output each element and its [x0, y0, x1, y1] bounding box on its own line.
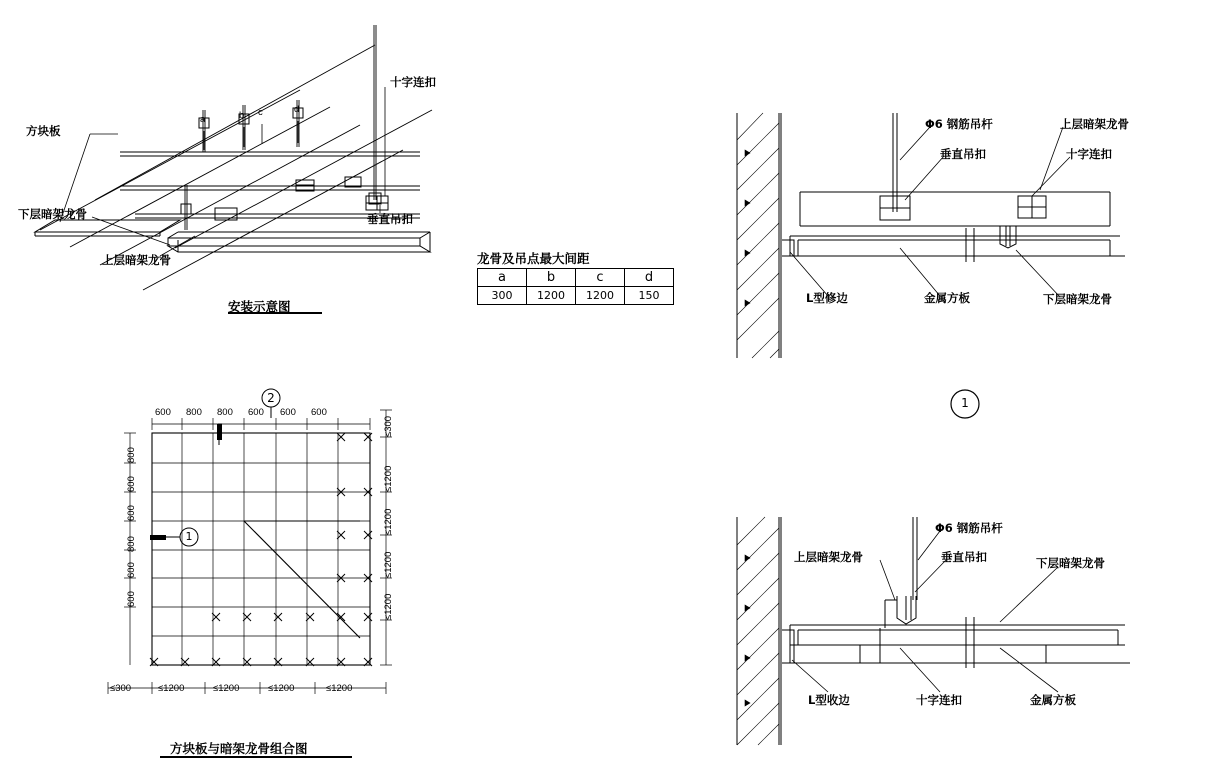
plan-dim-bottom-2: ≤1200	[158, 683, 185, 694]
plan-dim-top-4: 600	[248, 407, 264, 418]
plan-dim-top-6: 600	[311, 407, 327, 418]
plan-dim-top-1: 600	[155, 407, 171, 418]
plan-dim-top-5: 600	[280, 407, 296, 418]
plan-dim-right-1: ≤300	[383, 415, 394, 437]
detail1-label-cross-clip: 十字连扣	[1066, 147, 1112, 161]
detail2-label-l-trim: L型收边	[808, 693, 850, 707]
plan-dim-left-1: 800	[126, 447, 137, 463]
table-cell-c: 1200	[576, 287, 625, 305]
plan-dim-left-2: 600	[126, 476, 137, 492]
iso-label-square-panel: 方块板	[26, 124, 61, 138]
table-header-a: a	[478, 269, 527, 287]
detail1-label-metal-panel: 金属方板	[924, 291, 970, 305]
detail1-label-hanger-rod: Φ6 钢筋吊杆	[925, 117, 993, 131]
plan-dim-right-4: ≤1200	[383, 551, 394, 578]
detail2-label-vertical-clip: 垂直吊扣	[941, 550, 987, 564]
table-row	[478, 287, 674, 305]
detail2-label-metal-panel: 金属方板	[1030, 693, 1076, 707]
iso-caption: 安装示意图	[228, 299, 291, 314]
plan-marker-top: 2	[267, 391, 275, 405]
plan-dim-bottom-5: ≤1200	[326, 683, 353, 694]
detail1-label-upper-keel: 上层暗架龙骨	[1060, 117, 1129, 131]
iso-label-cross-clip: 十字连扣	[390, 75, 436, 89]
spec-table	[477, 268, 674, 305]
iso-dim-d: d	[294, 104, 300, 115]
table-header-b: b	[527, 269, 576, 287]
plan-dim-left-5: 600	[126, 562, 137, 578]
table-header-c: c	[576, 269, 625, 287]
plan-dim-bottom-3: ≤1200	[213, 683, 240, 694]
plan-dim-right-2: ≤1200	[383, 465, 394, 492]
plan-dim-bottom-1: ≤300	[110, 683, 132, 694]
plan-dim-top-3: 800	[217, 407, 233, 418]
detail1-label-lower-keel: 下层暗架龙骨	[1043, 292, 1112, 306]
iso-dim-b: b	[239, 110, 245, 121]
detail2-label-hanger-rod: Φ6 钢筋吊杆	[935, 521, 1003, 535]
detail1-label-l-trim: L型修边	[806, 291, 848, 305]
detail2-label-cross-clip: 十字连扣	[916, 693, 962, 707]
spec-table-title: 龙骨及吊点最大间距	[477, 251, 590, 266]
table-cell-b: 1200	[527, 287, 576, 305]
plan-caption: 方块板与暗架龙骨组合图	[170, 741, 308, 756]
detail2-label-lower-keel: 下层暗架龙骨	[1036, 556, 1105, 570]
plan-dim-right-3: ≤1200	[383, 508, 394, 535]
table-cell-a: 300	[478, 287, 527, 305]
plan-marker-inner: 1	[185, 530, 193, 543]
iso-label-lower-keel: 下层暗架龙骨	[18, 207, 87, 221]
plan-dim-bottom-4: ≤1200	[268, 683, 295, 694]
detail1-marker: 1	[961, 396, 969, 410]
plan-dim-left-3: 600	[126, 505, 137, 521]
iso-label-vertical-clip: 垂直吊扣	[367, 212, 413, 226]
plan-dim-left-4: 800	[126, 536, 137, 552]
plan-dim-top-2: 800	[186, 407, 202, 418]
detail2-label-upper-keel: 上层暗架龙骨	[794, 550, 863, 564]
table-row-headers	[478, 269, 674, 287]
iso-dim-c: c	[258, 107, 263, 118]
table-header-d: d	[625, 269, 674, 287]
detail1-label-vertical-clip: 垂直吊扣	[940, 147, 986, 161]
plan-dim-left-6: 600	[126, 591, 137, 607]
iso-dim-a: a	[200, 114, 206, 125]
iso-label-upper-keel: 上层暗架龙骨	[102, 253, 171, 267]
plan-dim-right-5: ≤1200	[383, 593, 394, 620]
table-cell-d: 150	[625, 287, 674, 305]
